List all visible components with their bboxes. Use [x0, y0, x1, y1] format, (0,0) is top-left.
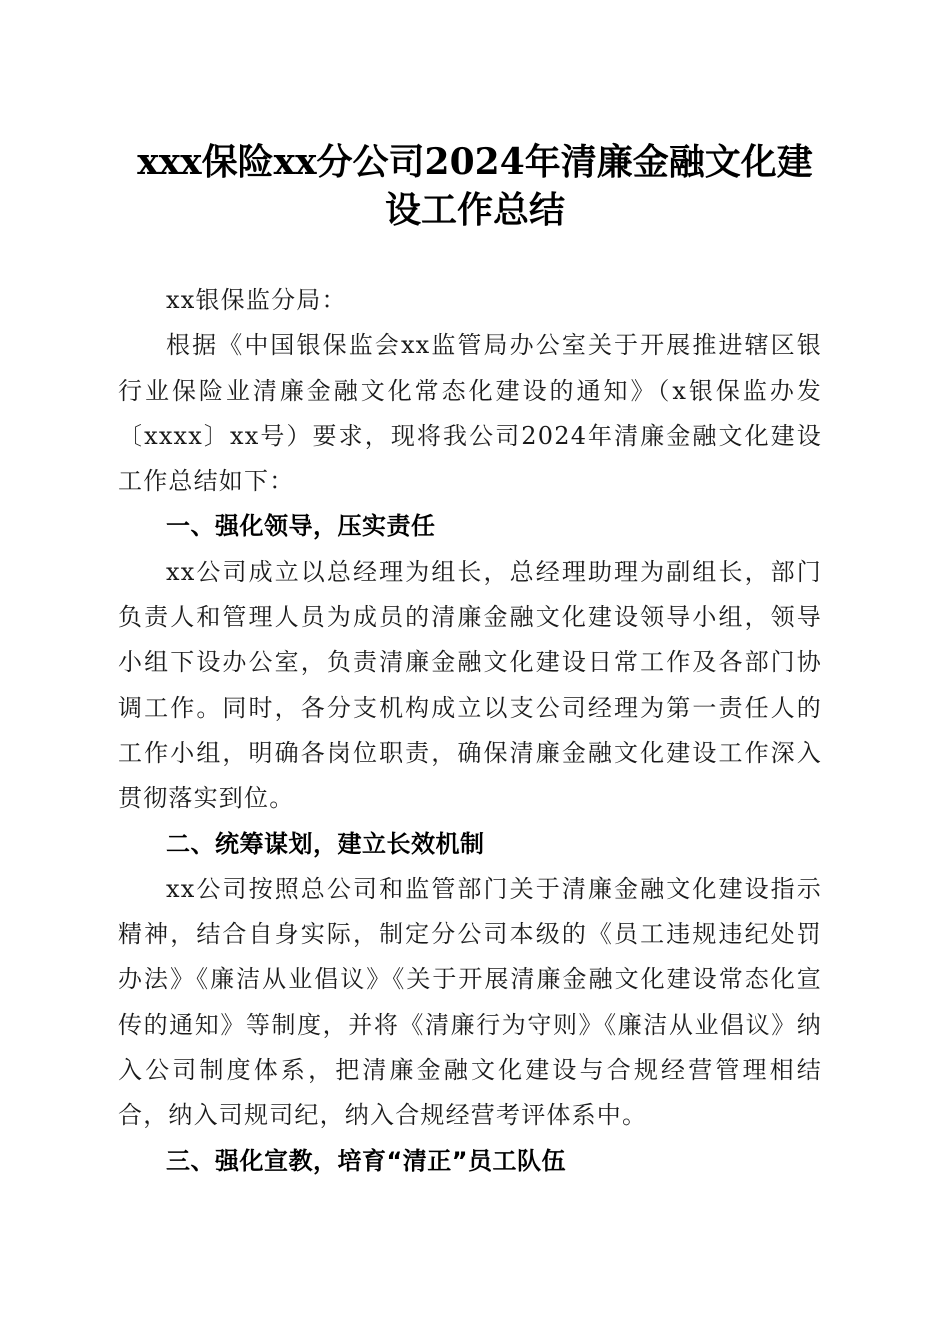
document-title: xxx保险xx分公司2024年清廉金融文化建设工作总结	[137, 141, 813, 231]
document-body	[118, 278, 822, 1184]
section-heading-3: 三、强化宣教，培育“清正”员工队伍	[166, 1146, 567, 1175]
salutation: xx银保监分局：	[166, 286, 347, 314]
section-body-2: xx公司按照总公司和监管部门关于清廉金融文化建设指示精神，结合自身实际，制定分公司本级的《员工违规违纪处罚办法》《廉洁从业倡议》《关于开展清廉金融文化建设常态化宣传的通知》等制度，并将《清廉行为守则》《廉洁从业倡议》纳入公司制度体系，把清廉金融文化建设与合规经营管理相结合，纳入司规司纪，纳入合规经营考评体系中。	[118, 874, 822, 1130]
section-heading-1: 一、强化领导，压实责任	[166, 512, 436, 541]
section-body-1: xx公司成立以总经理为组长，总经理助理为副组长，部门负责人和管理人员为成员的清廉金融文化建设领导小组，领导小组下设办公室，负责清廉金融文化建设日常工作及各部门协调工作。同时，各分支机构成立以支公司经理为第一责任人的工作小组，明确各岗位职责，确保清廉金融文化建设工作深入贯彻落实到位。	[118, 557, 822, 813]
section-heading-2: 二、统筹谋划，建立长效机制	[166, 829, 485, 858]
intro-paragraph: 根据《中国银保监会xx监管局办公室关于开展推进辖区银行业保险业清廉金融文化常态化建设的通知》（x银保监办发〔xxxx〕xx号）要求，现将我公司2024年清廉金融文化建设工作总结如下：	[118, 331, 822, 496]
